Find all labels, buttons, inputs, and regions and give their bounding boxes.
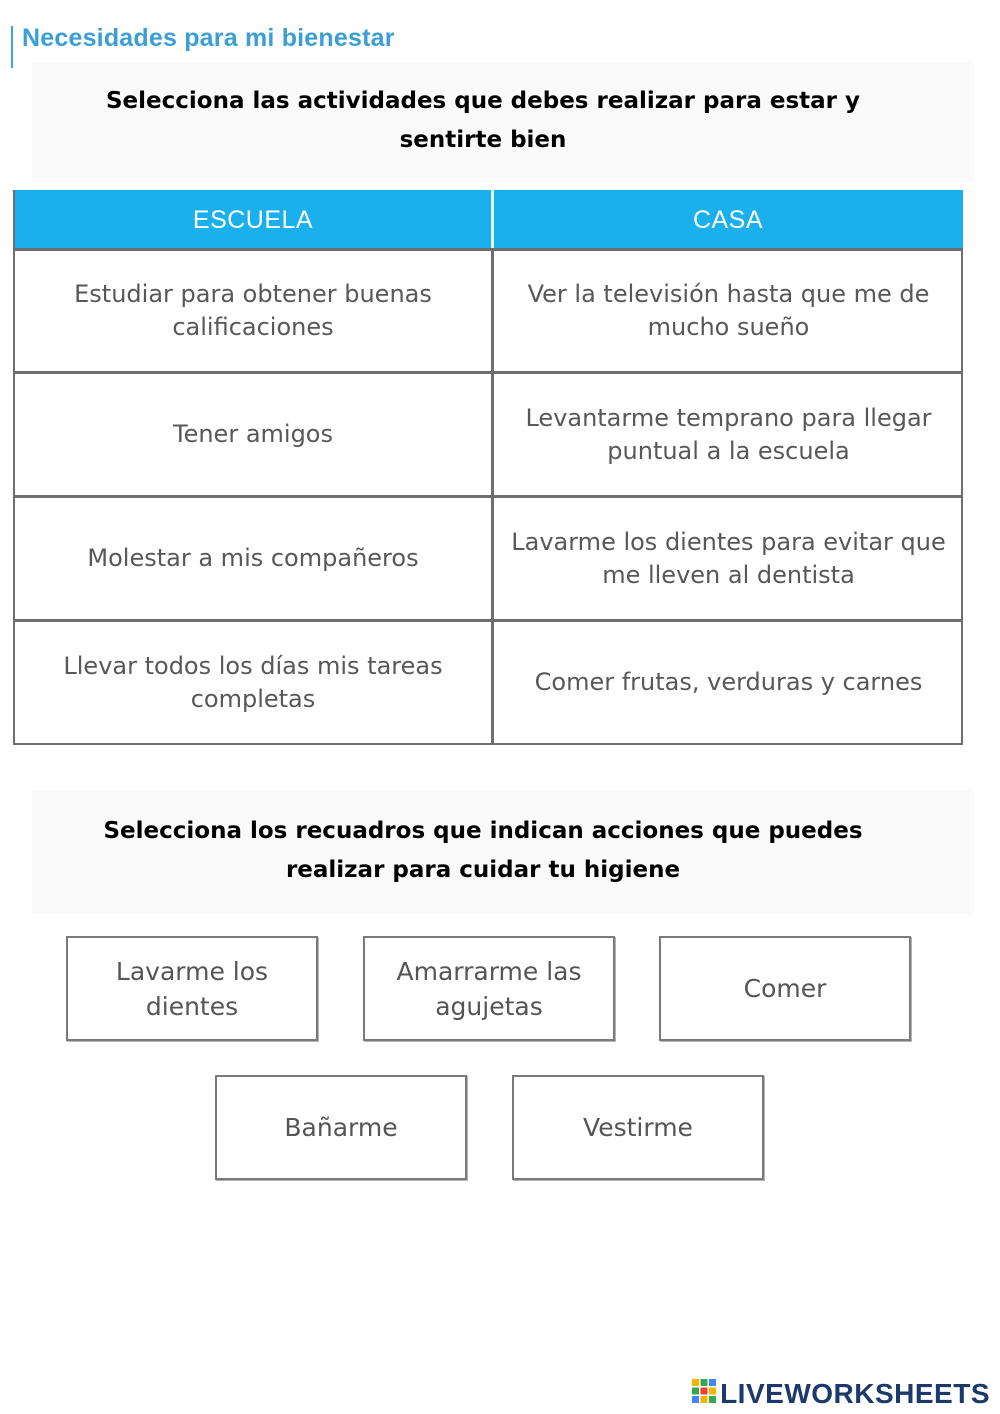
table-cell-escuela[interactable]: Estudiar para obtener buenas calificaciones — [74, 280, 432, 341]
header-divider — [491, 190, 494, 250]
table-cell-casa[interactable]: Ver la televisión hasta que me de mucho sueño — [527, 280, 930, 341]
column-header-casa: CASA — [493, 190, 963, 250]
column-header-escuela: ESCUELA — [15, 190, 491, 250]
title-accent-bar — [11, 26, 13, 68]
activities-table — [13, 190, 963, 745]
brand-watermark — [691, 1378, 990, 1410]
option-box-comer[interactable]: Comer — [659, 936, 911, 1041]
table-cell-casa[interactable]: Levantarme temprano para llegar puntual a la escuela — [525, 403, 932, 465]
option-box-lavarme[interactable]: Lavarme los dientes — [66, 936, 318, 1041]
instruction-line-2: sentirte bien — [399, 127, 567, 153]
brand-name: LIVEWORKSHEETS — [720, 1378, 990, 1409]
table-cell-escuela[interactable]: Molestar a mis compañeros — [87, 544, 419, 572]
instruction-line-1: Selecciona las actividades que debes realizar para estar y — [105, 88, 860, 114]
instruction-activities — [32, 62, 974, 182]
instruction-hygiene — [32, 790, 974, 914]
liveworksheets-logo-icon — [691, 1378, 717, 1411]
option-box-vestirme[interactable]: Vestirme — [512, 1075, 764, 1180]
instruction-line-2: realizar para cuidar tu higiene — [285, 857, 681, 883]
page-title: Necesidades para mi bienestar — [22, 24, 395, 52]
table-cell-escuela[interactable]: Tener amigos — [173, 420, 333, 448]
table-cell-casa[interactable]: Lavarme los dientes para evitar que me lleven al dentista — [511, 527, 946, 589]
option-box-amarrarme[interactable]: Amarrarme las agujetas — [363, 936, 615, 1041]
option-box-banarme[interactable]: Bañarme — [215, 1075, 467, 1180]
table-cell-casa[interactable]: Comer frutas, verduras y carnes — [534, 668, 923, 696]
instruction-line-1: Selecciona los recuadros que indican acciones que puedes — [103, 818, 863, 844]
table-cell-escuela[interactable]: Llevar todos los días mis tareas completas — [63, 651, 443, 713]
